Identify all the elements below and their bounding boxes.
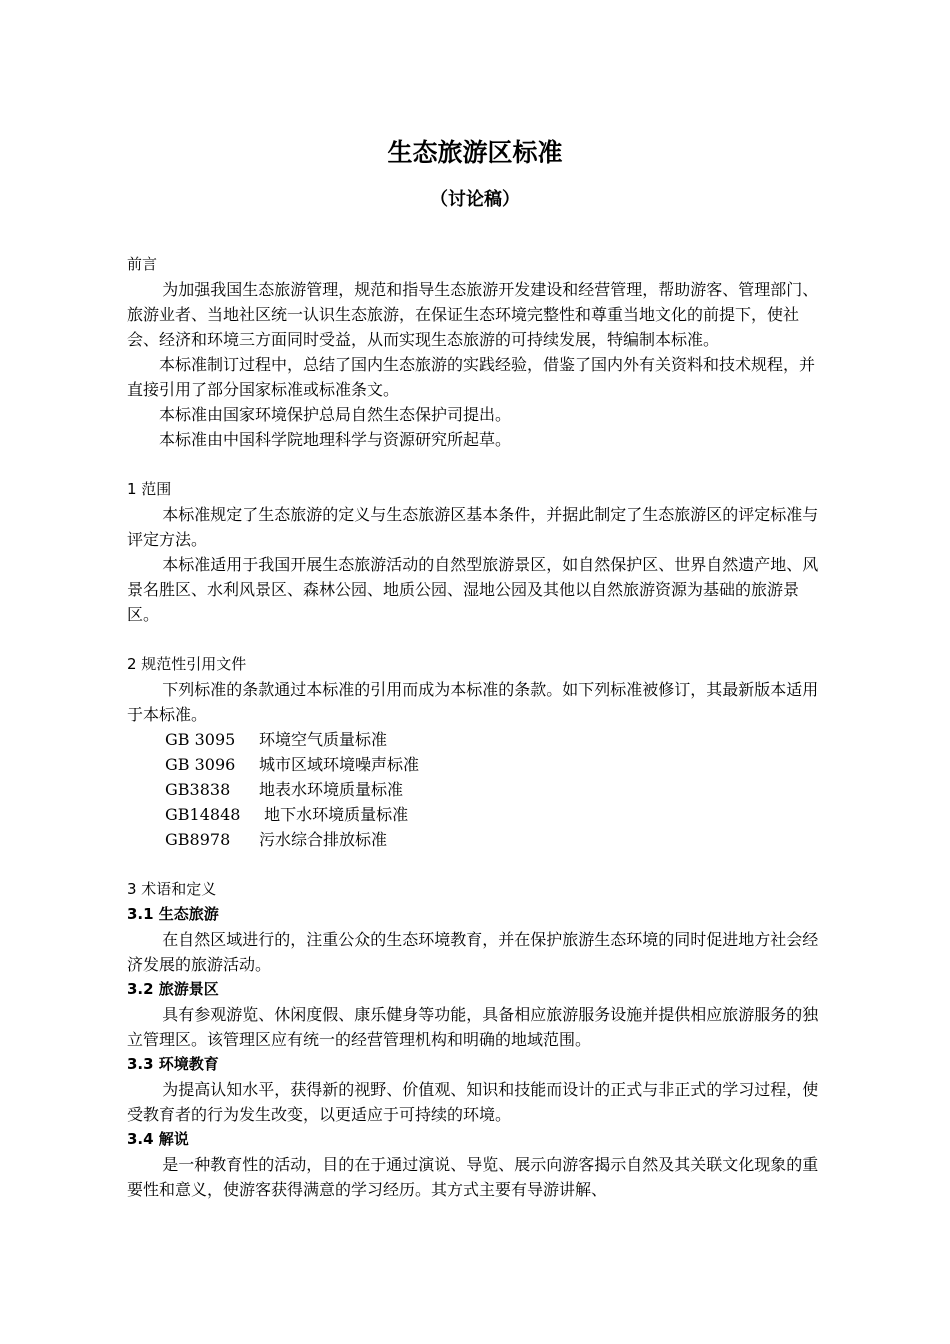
standard-code: GB8978 xyxy=(165,830,231,849)
section-1-heading: 1 范围 xyxy=(127,480,172,498)
term-heading: 3.1 生态旅游 xyxy=(127,905,219,923)
foreword-paragraph: 为加强我国生态旅游管理，规范和指导生态旅游开发建设和经营管理，帮助游客、管理部门、旅游业者、当地社区统一认识生态旅游，在保证生态环境完整性和尊重当地文化的前提下，使社会、经济和环境三方面同时受益，从而实现生态旅游的可持续发展，特编制本标准。 xyxy=(127,280,819,349)
standard-reference xyxy=(127,752,824,777)
standard-code: GB 3095 xyxy=(165,730,236,749)
term-definition: 在自然区域进行的，注重公众的生态环境教育，并在保护旅游生态环境的同时促进地方社会经济发展的旅游活动。 xyxy=(127,930,819,974)
term-definition: 是一种教育性的活动，目的在于通过演说、导览、展示向游客揭示自然及其关联文化现象的重要性和意义，使游客获得满意的学习经历。其方式主要有导游讲解、 xyxy=(127,1155,819,1199)
standard-name: 地表水环境质量标准 xyxy=(259,780,404,799)
section-spacer xyxy=(127,452,824,477)
standard-name: 城市区域环境噪声标准 xyxy=(259,755,420,774)
section-2-heading: 2 规范性引用文件 xyxy=(127,655,247,673)
foreword-paragraph: 本标准由中国科学院地理科学与资源研究所起草。 xyxy=(159,430,512,449)
standard-reference xyxy=(127,777,824,802)
section-2-paragraph: 下列标准的条款通过本标准的引用而成为本标准的条款。如下列标准被修订，其最新版本适用于本标准。 xyxy=(127,680,819,724)
term-heading: 3.4 解说 xyxy=(127,1130,189,1148)
term-heading: 3.2 旅游景区 xyxy=(127,980,219,998)
standard-code: GB3838 xyxy=(165,780,231,799)
section-1-paragraph: 本标准适用于我国开展生态旅游活动的自然型旅游景区，如自然保护区、世界自然遗产地、风景名胜区、水利风景区、森林公园、地质公园、湿地公园及其他以自然旅游资源为基础的旅游景区。 xyxy=(127,555,819,624)
standard-name: 环境空气质量标准 xyxy=(259,730,388,749)
document-title: 生态旅游区标准 xyxy=(387,138,563,167)
foreword-heading: 前言 xyxy=(127,255,158,273)
term-definition: 为提高认知水平，获得新的视野、价值观、知识和技能而设计的正式与非正式的学习过程，使受教育者的行为发生改变，以更适应于可持续的环境。 xyxy=(127,1080,819,1124)
document-subtitle: （讨论稿） xyxy=(430,189,520,210)
section-3-heading: 3 术语和定义 xyxy=(127,880,217,898)
term-heading: 3.3 环境教育 xyxy=(127,1055,219,1073)
section-spacer xyxy=(127,852,824,877)
standard-reference xyxy=(127,827,824,852)
foreword-paragraph: 本标准由国家环境保护总局自然生态保护司提出。 xyxy=(159,405,512,424)
standard-code: GB 3096 xyxy=(165,755,236,774)
standard-name: 地下水环境质量标准 xyxy=(259,805,409,824)
standard-name: 污水综合排放标准 xyxy=(259,830,388,849)
standard-code: GB14848 xyxy=(165,805,241,824)
document-body xyxy=(127,252,824,1202)
standard-reference xyxy=(127,727,824,752)
term-definition: 具有参观游览、休闲度假、康乐健身等功能，具备相应旅游服务设施并提供相应旅游服务的独立管理区。该管理区应有统一的经营管理机构和明确的地域范围。 xyxy=(127,1005,819,1049)
standard-reference xyxy=(127,802,824,827)
section-1-paragraph: 本标准规定了生态旅游的定义与生态旅游区基本条件，并据此制定了生态旅游区的评定标准与评定方法。 xyxy=(127,505,819,549)
foreword-paragraph: 本标准制订过程中，总结了国内生态旅游的实践经验，借鉴了国内外有关资料和技术规程，并直接引用了部分国家标准或标准条文。 xyxy=(127,355,816,399)
section-spacer xyxy=(127,627,824,652)
